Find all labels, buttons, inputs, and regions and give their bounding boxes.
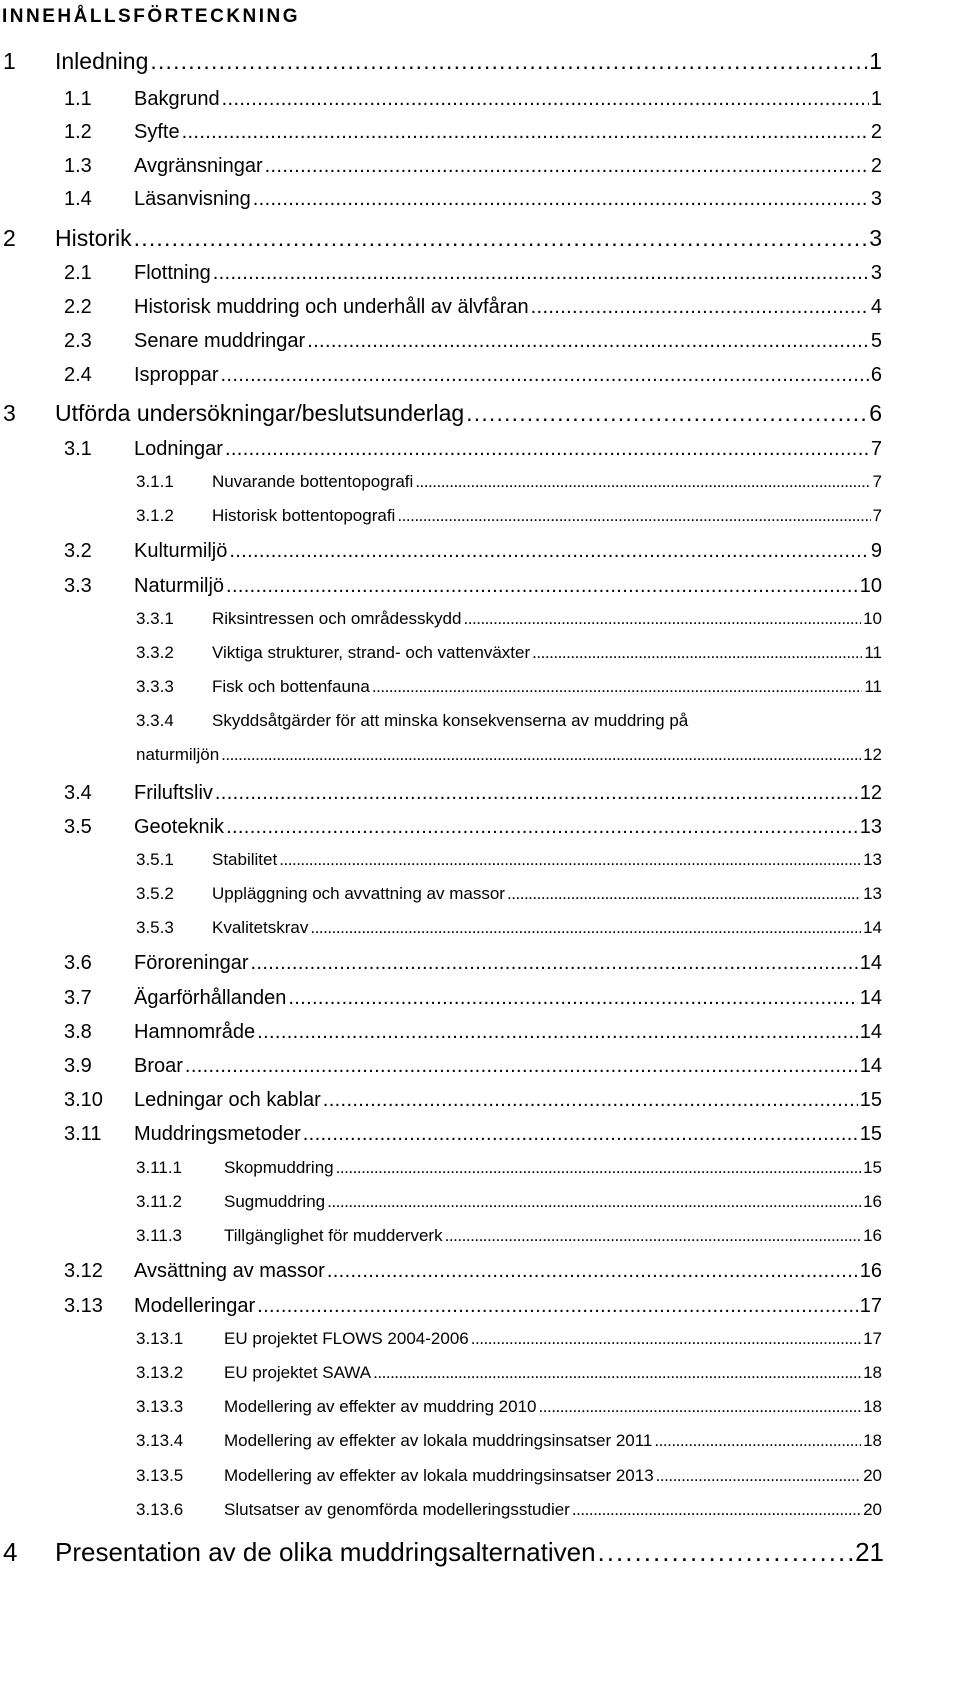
toc-entry-title: Fisk och bottenfauna bbox=[212, 677, 370, 696]
toc-entry-page: 3 bbox=[870, 262, 882, 284]
toc-entry-page: 6 bbox=[869, 400, 882, 426]
toc-dot-leader bbox=[532, 643, 862, 663]
toc-entry-page: 15 bbox=[859, 1089, 882, 1111]
toc-entry-title: Broar bbox=[134, 1055, 183, 1077]
toc-entry-number: 3.8 bbox=[64, 1021, 92, 1043]
toc-dot-leader bbox=[373, 1363, 861, 1383]
toc-entry-page: 4 bbox=[870, 296, 882, 318]
toc-dot-leader bbox=[213, 262, 869, 285]
toc-dot-leader bbox=[310, 918, 861, 938]
toc-dot-leader bbox=[415, 472, 870, 492]
toc-entry-3-13-2[interactable] bbox=[136, 1363, 882, 1383]
toc-entry-1-3[interactable] bbox=[64, 155, 882, 178]
toc-entry-number: 3.1.2 bbox=[136, 506, 174, 525]
toc-dot-leader bbox=[222, 88, 869, 111]
toc-entry-1-2[interactable] bbox=[64, 121, 882, 144]
toc-entry-page: 17 bbox=[859, 1295, 882, 1317]
toc-entry-title: Ledningar och kablar bbox=[134, 1089, 321, 1111]
toc-entry-3-13-5[interactable] bbox=[136, 1466, 882, 1486]
toc-entry-title: Inledning bbox=[55, 48, 149, 74]
toc-entry-page: 20 bbox=[863, 1466, 882, 1485]
toc-entry-page: 10 bbox=[859, 575, 882, 597]
toc-entry-number: 3.11 bbox=[64, 1123, 102, 1145]
toc-entry-number: 3.3 bbox=[64, 575, 92, 597]
toc-entry-title: Historisk muddring och underhåll av älvfåran bbox=[134, 296, 529, 318]
toc-dot-leader bbox=[150, 48, 867, 75]
toc-dot-leader bbox=[531, 296, 869, 319]
toc-entry-1[interactable] bbox=[3, 48, 882, 75]
toc-entry-page: 6 bbox=[870, 364, 882, 386]
toc-entry-number: 3.13 bbox=[64, 1295, 103, 1317]
toc-entry-page: 2 bbox=[870, 121, 882, 143]
toc-entry-3-3-2[interactable] bbox=[136, 643, 882, 663]
toc-entry-number: 3.1 bbox=[64, 438, 92, 460]
toc-dot-leader bbox=[225, 438, 869, 461]
toc-entry-3-11-3[interactable] bbox=[136, 1226, 882, 1246]
toc-dot-leader bbox=[288, 987, 857, 1010]
toc-entry-3-1-2[interactable] bbox=[136, 506, 882, 526]
toc-entry-title: EU projektet SAWA bbox=[224, 1363, 372, 1382]
toc-entry-title: Historisk bottentopografi bbox=[212, 506, 396, 525]
toc-entry-4[interactable] bbox=[3, 1537, 884, 1568]
toc-dot-leader bbox=[572, 1500, 861, 1520]
toc-entry-number: 3.11.1 bbox=[136, 1158, 183, 1177]
toc-dot-leader bbox=[463, 609, 861, 629]
toc-dot-leader bbox=[538, 1397, 861, 1417]
toc-entry-page: 14 bbox=[859, 1021, 882, 1043]
toc-entry-number: 3.13.1 bbox=[136, 1329, 184, 1348]
toc-entry-number: 3.5.1 bbox=[136, 850, 174, 869]
toc-entry-3-11[interactable] bbox=[64, 1123, 882, 1146]
toc-entry-title: Avsättning av massor bbox=[134, 1260, 325, 1282]
toc-entry-number: 3.11.3 bbox=[136, 1226, 183, 1245]
toc-entry-3-1[interactable] bbox=[64, 438, 882, 461]
toc-dot-leader bbox=[598, 1537, 854, 1568]
toc-entry-number: 2.3 bbox=[64, 330, 92, 352]
toc-entry-number: 3.13.6 bbox=[136, 1500, 184, 1519]
toc-entry-title: Riksintressen och områdesskydd bbox=[212, 609, 462, 628]
toc-entry-3-10[interactable] bbox=[64, 1089, 882, 1112]
toc-entry-page: 3 bbox=[869, 225, 882, 251]
toc-entry-title: Modellering av effekter av muddring 2010 bbox=[224, 1397, 537, 1416]
toc-entry-3-5-2[interactable] bbox=[136, 884, 882, 904]
toc-entry-title: Viktiga strukturer, strand- och vattenväxter bbox=[212, 643, 531, 662]
toc-dot-leader bbox=[507, 884, 861, 904]
toc-entry-title: Slutsatser av genomförda modelleringsstudier bbox=[224, 1500, 570, 1519]
toc-entry-page: 16 bbox=[863, 1192, 882, 1211]
toc-entry-number: 3.11.2 bbox=[136, 1192, 183, 1211]
toc-entry-page: 14 bbox=[859, 952, 882, 974]
toc-entry-title: Föroreningar bbox=[134, 952, 249, 974]
toc-entry-number: 3.3.4 bbox=[136, 711, 174, 730]
toc-entry-3-5[interactable] bbox=[64, 816, 882, 839]
toc-entry-page: 13 bbox=[863, 850, 882, 869]
toc-entry-2-4[interactable] bbox=[64, 364, 882, 387]
toc-entry-3-13-4[interactable] bbox=[136, 1431, 882, 1451]
toc-entry-title: Friluftsliv bbox=[134, 782, 213, 804]
toc-entry-title: Skyddsåtgärder för att minska konsekvenserna av muddring på bbox=[212, 711, 689, 730]
toc-entry-number: 3.5.3 bbox=[136, 918, 174, 937]
toc-entry-number: 3.13.5 bbox=[136, 1466, 184, 1485]
toc-entry-3-6[interactable] bbox=[64, 952, 882, 975]
toc-entry-page: 7 bbox=[872, 506, 882, 525]
toc-entry-page: 14 bbox=[859, 987, 882, 1009]
toc-entry-title: Läsanvisning bbox=[134, 188, 251, 210]
toc-entry-title: Modelleringar bbox=[134, 1295, 256, 1317]
toc-entry-number: 3.9 bbox=[64, 1055, 92, 1077]
toc-entry-page: 3 bbox=[870, 188, 882, 210]
toc-dot-leader bbox=[185, 1055, 858, 1078]
toc-entry-page: 11 bbox=[864, 643, 882, 662]
toc-entry-title: Historik bbox=[55, 225, 132, 251]
toc-entry-page: 18 bbox=[863, 1431, 882, 1450]
toc-entry-number: 1.2 bbox=[64, 121, 92, 143]
toc-heading: INNEHÅLLSFÖRTECKNING bbox=[2, 6, 301, 27]
toc-entry-title: Stabilitet bbox=[212, 850, 278, 869]
toc-entry-2[interactable] bbox=[3, 225, 882, 252]
toc-entry-number: 3 bbox=[3, 400, 16, 426]
toc-dot-leader bbox=[257, 1021, 858, 1044]
toc-entry-title: Hamnområde bbox=[134, 1021, 256, 1043]
toc-entry-3-5-1[interactable] bbox=[136, 850, 882, 870]
toc-dot-leader bbox=[257, 1295, 858, 1318]
toc-entry-page: 5 bbox=[870, 330, 882, 352]
toc-entry-page: 1 bbox=[870, 88, 882, 110]
toc-entry-number: 3.3.2 bbox=[136, 643, 174, 662]
toc-dot-leader bbox=[215, 782, 858, 805]
toc-entry-3-13[interactable] bbox=[64, 1295, 882, 1318]
toc-dot-leader bbox=[134, 225, 868, 252]
toc-entry-1-4[interactable] bbox=[64, 188, 882, 211]
toc-dot-leader bbox=[656, 1466, 861, 1486]
toc-entry-title: Modellering av effekter av lokala muddringsinsatser 2013 bbox=[224, 1466, 654, 1485]
toc-entry-page: 13 bbox=[863, 884, 882, 903]
toc-entry-title: Tillgänglighet för mudderverk bbox=[224, 1226, 443, 1245]
toc-entry-page: 10 bbox=[863, 609, 882, 628]
toc-entry-title: Ägarförhållanden bbox=[134, 987, 287, 1009]
toc-entry-page: 11 bbox=[864, 677, 882, 696]
toc-entry-title: Lodningar bbox=[134, 438, 223, 460]
toc-dot-leader bbox=[445, 1226, 861, 1246]
toc-dot-leader bbox=[654, 1431, 861, 1451]
toc-entry-title: Bakgrund bbox=[134, 88, 220, 110]
toc-entry-3-8[interactable] bbox=[64, 1021, 882, 1044]
toc-entry-title: Syfte bbox=[134, 121, 180, 143]
toc-entry-3-12[interactable] bbox=[64, 1260, 882, 1283]
toc-dot-leader bbox=[229, 540, 869, 563]
toc-entry-3-7[interactable] bbox=[64, 987, 882, 1010]
toc-entry-number: 1.1 bbox=[64, 88, 92, 110]
toc-entry-number: 1.4 bbox=[64, 188, 92, 210]
toc-dot-leader bbox=[372, 677, 863, 697]
toc-entry-number: 2 bbox=[3, 225, 16, 251]
toc-entry-title: Isproppar bbox=[134, 364, 219, 386]
toc-entry-page: 7 bbox=[872, 472, 882, 491]
toc-entry-title: Senare muddringar bbox=[134, 330, 306, 352]
toc-entry-page: 13 bbox=[859, 816, 882, 838]
toc-entry-title: Modellering av effekter av lokala muddringsinsatser 2011 bbox=[224, 1431, 653, 1450]
toc-entry-title: Avgränsningar bbox=[134, 155, 263, 177]
toc-entry-page: 7 bbox=[870, 438, 882, 460]
toc-dot-leader bbox=[265, 155, 869, 178]
toc-entry-2-1[interactable] bbox=[64, 262, 882, 285]
toc-entry-3-3-1[interactable] bbox=[136, 609, 882, 629]
toc-entry-title-continuation: naturmiljön bbox=[136, 745, 220, 764]
toc-entry-number: 3.13.4 bbox=[136, 1431, 184, 1450]
toc-dot-leader bbox=[226, 575, 858, 598]
toc-entry-title: Sugmuddring bbox=[224, 1192, 326, 1211]
toc-entry-3-13-3[interactable] bbox=[136, 1397, 882, 1417]
toc-entry-1-1[interactable] bbox=[64, 88, 882, 111]
toc-entry-page: 12 bbox=[863, 745, 882, 764]
toc-entry-title: Kvalitetskrav bbox=[212, 918, 309, 937]
toc-entry-title: Kulturmiljö bbox=[134, 540, 228, 562]
toc-entry-title: Muddringsmetoder bbox=[134, 1123, 301, 1145]
toc-entry-3-11-2[interactable] bbox=[136, 1192, 882, 1212]
toc-dot-leader bbox=[327, 1192, 861, 1212]
toc-entry-3-9[interactable] bbox=[64, 1055, 882, 1078]
toc-entry-page: 20 bbox=[863, 1500, 882, 1519]
toc-entry-title: Flottning bbox=[134, 262, 211, 284]
toc-entry-number: 2.4 bbox=[64, 364, 92, 386]
toc-entry-page: 2 bbox=[870, 155, 882, 177]
toc-entry-number: 2.1 bbox=[64, 262, 92, 284]
toc-entry-page: 1 bbox=[869, 48, 882, 74]
toc-entry-title: Utförda undersökningar/beslutsunderlag bbox=[55, 400, 465, 426]
toc-dot-leader bbox=[221, 364, 869, 387]
toc-entry-number: 3.10 bbox=[64, 1089, 103, 1111]
toc-entry-number: 3.13.3 bbox=[136, 1397, 184, 1416]
toc-entry-page: 21 bbox=[855, 1537, 884, 1567]
toc-entry-title: Skopmuddring bbox=[224, 1158, 334, 1177]
toc-dot-leader bbox=[226, 816, 858, 839]
toc-entry-number: 3.5.2 bbox=[136, 884, 174, 903]
toc-entry-title: Presentation av de olika muddringsalternativen bbox=[55, 1537, 596, 1567]
toc-entry-number: 3.5 bbox=[64, 816, 92, 838]
toc-entry-title: Naturmiljö bbox=[134, 575, 225, 597]
toc-entry-number: 2.2 bbox=[64, 296, 92, 318]
toc-entry-number: 3.6 bbox=[64, 952, 92, 974]
toc-entry-3-3-3[interactable] bbox=[136, 677, 882, 697]
toc-entry-number: 1.3 bbox=[64, 155, 92, 177]
toc-dot-leader bbox=[253, 188, 869, 211]
toc-entry-page: 14 bbox=[859, 1055, 882, 1077]
toc-entry-3[interactable] bbox=[3, 400, 882, 427]
toc-entry-2-3[interactable] bbox=[64, 330, 882, 353]
toc-entry-page: 9 bbox=[870, 540, 882, 562]
toc-entry-3-13-6[interactable] bbox=[136, 1500, 882, 1520]
toc-entry-3-1-1[interactable] bbox=[136, 472, 882, 492]
toc-entry-number: 3.13.2 bbox=[136, 1363, 184, 1382]
toc-entry-3-13-1[interactable] bbox=[136, 1329, 882, 1349]
toc-entry-number: 3.7 bbox=[64, 987, 92, 1009]
toc-entry-title: Nuvarande bottentopografi bbox=[212, 472, 414, 491]
toc-entry-number: 3.4 bbox=[64, 782, 92, 804]
toc-entry-page: 16 bbox=[859, 1260, 882, 1282]
toc-entry-title: Uppläggning och avvattning av massor bbox=[212, 884, 505, 903]
toc-entry-number: 3.12 bbox=[64, 1260, 103, 1282]
toc-entry-number: 1 bbox=[3, 48, 16, 74]
toc-dot-leader bbox=[397, 506, 870, 526]
toc-entry-page: 14 bbox=[863, 918, 882, 937]
toc-entry-number: 3.2 bbox=[64, 540, 92, 562]
toc-dot-leader bbox=[327, 1260, 858, 1283]
toc-entry-2-2[interactable] bbox=[64, 296, 882, 319]
toc-entry-page: 15 bbox=[863, 1158, 882, 1177]
toc-dot-leader bbox=[336, 1158, 861, 1178]
toc-dot-leader bbox=[303, 1123, 858, 1146]
toc-entry-number: 3.3.1 bbox=[136, 609, 174, 628]
toc-entry-page: 18 bbox=[863, 1363, 882, 1382]
toc-dot-leader bbox=[323, 1089, 858, 1112]
toc-dot-leader bbox=[466, 400, 867, 427]
toc-dot-leader bbox=[182, 121, 869, 144]
toc-entry-page: 15 bbox=[859, 1123, 882, 1145]
toc-dot-leader bbox=[279, 850, 861, 870]
toc-entry-3-2[interactable] bbox=[64, 540, 882, 563]
toc-entry-number: 4 bbox=[3, 1537, 18, 1567]
toc-entry-3-5-3[interactable] bbox=[136, 918, 882, 938]
toc-entry-3-4[interactable] bbox=[64, 782, 882, 805]
toc-entry-number: 3.3.3 bbox=[136, 677, 174, 696]
toc-dot-leader bbox=[307, 330, 869, 353]
toc-entry-page: 18 bbox=[863, 1397, 882, 1416]
toc-entry-page: 17 bbox=[863, 1329, 882, 1348]
toc-entry-continuation[interactable] bbox=[136, 745, 882, 765]
toc-dot-leader bbox=[471, 1329, 861, 1349]
toc-entry-3-3[interactable] bbox=[64, 575, 882, 598]
toc-entry-3-11-1[interactable] bbox=[136, 1158, 882, 1178]
toc-dot-leader bbox=[251, 952, 858, 975]
toc-entry-number: 3.1.1 bbox=[136, 472, 174, 491]
toc-dot-leader bbox=[221, 745, 861, 765]
toc-entry-title: EU projektet FLOWS 2004-2006 bbox=[224, 1329, 469, 1348]
toc-entry-3-3-4[interactable] bbox=[136, 711, 688, 731]
toc-entry-title: Geoteknik bbox=[134, 816, 225, 838]
toc-entry-page: 12 bbox=[859, 782, 882, 804]
toc-entry-page: 16 bbox=[863, 1226, 882, 1245]
